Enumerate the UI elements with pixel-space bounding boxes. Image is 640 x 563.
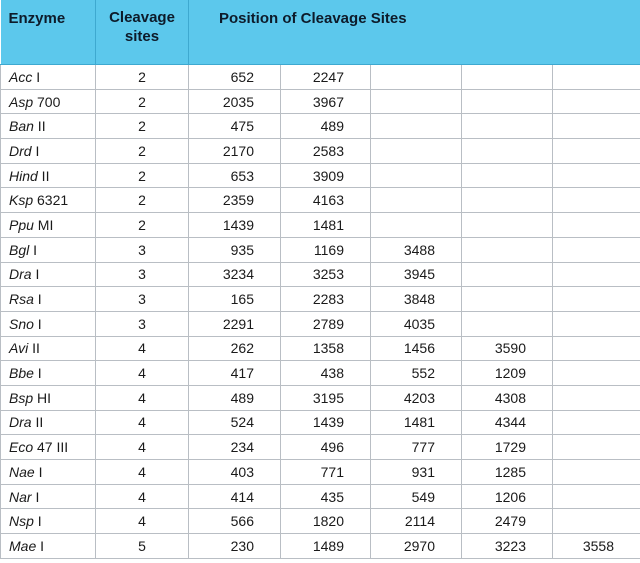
enzyme-cell <box>1 139 96 164</box>
enzyme-cell <box>1 262 96 287</box>
position-cell: 2970 <box>371 534 462 559</box>
position-cell: 1439 <box>189 213 281 238</box>
enzyme-name-italic: Ksp <box>9 192 34 209</box>
position-cell <box>462 287 553 312</box>
enzyme-cell <box>1 509 96 534</box>
position-cell <box>371 163 462 188</box>
table-row <box>1 114 640 139</box>
position-cell: 262 <box>189 336 281 361</box>
enzyme-name-suffix: 6321 <box>33 192 69 209</box>
cleavage-sites-cell: 4 <box>96 385 189 410</box>
position-cell: 1489 <box>281 534 371 559</box>
cleavage-sites-cell: 2 <box>96 114 189 139</box>
table-row <box>1 237 640 262</box>
table-row <box>1 89 640 114</box>
position-cell: 3223 <box>462 534 553 559</box>
position-cell: 2359 <box>189 188 281 213</box>
enzyme-name-italic: Acc <box>9 68 33 85</box>
table-row <box>1 460 640 485</box>
table-row <box>1 385 640 410</box>
position-cell: 652 <box>189 65 281 90</box>
enzyme-cell <box>1 336 96 361</box>
position-cell: 2283 <box>281 287 371 312</box>
position-cell: 475 <box>189 114 281 139</box>
position-cell <box>553 262 640 287</box>
position-cell: 3488 <box>371 237 462 262</box>
position-cell: 3590 <box>462 336 553 361</box>
position-cell: 549 <box>371 484 462 509</box>
cleavage-sites-cell: 4 <box>96 460 189 485</box>
header-cleavage-line2: sites <box>124 28 160 45</box>
position-cell: 1820 <box>281 509 371 534</box>
position-cell <box>553 311 640 336</box>
enzyme-name-suffix: HI <box>33 389 52 406</box>
position-cell: 2789 <box>281 311 371 336</box>
cleavage-sites-cell: 3 <box>96 237 189 262</box>
table-row <box>1 509 640 534</box>
position-cell <box>553 163 640 188</box>
enzyme-name-suffix: II <box>33 118 46 135</box>
enzyme-name-suffix: I <box>32 68 41 85</box>
table-row <box>1 139 640 164</box>
table-row <box>1 262 640 287</box>
position-cell: 2114 <box>371 509 462 534</box>
position-cell: 4308 <box>462 385 553 410</box>
position-cell <box>553 361 640 386</box>
enzyme-name-suffix: I <box>31 488 40 505</box>
position-cell: 417 <box>189 361 281 386</box>
position-cell <box>553 410 640 435</box>
position-cell <box>462 114 553 139</box>
position-cell: 1358 <box>281 336 371 361</box>
position-cell: 1439 <box>281 410 371 435</box>
position-cell: 552 <box>371 361 462 386</box>
enzyme-name-suffix: I <box>31 142 40 159</box>
table-row <box>1 361 640 386</box>
position-cell: 777 <box>371 435 462 460</box>
header-enzyme: Enzyme <box>1 0 96 65</box>
enzyme-cell <box>1 385 96 410</box>
position-cell: 438 <box>281 361 371 386</box>
enzyme-name-suffix: I <box>33 365 42 382</box>
enzyme-cell <box>1 89 96 114</box>
position-cell: 1206 <box>462 484 553 509</box>
enzyme-cell <box>1 534 96 559</box>
enzyme-name-suffix: II <box>28 340 40 357</box>
position-cell <box>553 385 640 410</box>
position-cell: 234 <box>189 435 281 460</box>
position-cell: 1481 <box>281 213 371 238</box>
position-cell: 1481 <box>371 410 462 435</box>
position-cell <box>553 213 640 238</box>
position-cell: 935 <box>189 237 281 262</box>
enzyme-cell <box>1 361 96 386</box>
enzyme-name-italic: Dra <box>9 414 32 431</box>
header-cleavage-line1: Cleavage <box>109 9 175 26</box>
cleavage-sites-cell: 4 <box>96 336 189 361</box>
enzyme-name-italic: Nsp <box>9 513 34 530</box>
position-cell: 489 <box>281 114 371 139</box>
position-cell <box>371 213 462 238</box>
enzyme-name-suffix: I <box>29 241 38 258</box>
enzyme-name-suffix: MI <box>33 216 54 233</box>
enzyme-name-italic: Mae <box>9 537 37 554</box>
position-cell: 4163 <box>281 188 371 213</box>
position-cell <box>462 163 553 188</box>
position-cell <box>371 89 462 114</box>
enzyme-name-italic: Ppu <box>9 216 34 233</box>
enzyme-name-italic: Avi <box>9 340 29 357</box>
enzyme-name-suffix: I <box>34 463 43 480</box>
position-cell <box>371 188 462 213</box>
position-cell: 2583 <box>281 139 371 164</box>
table-row <box>1 163 640 188</box>
enzyme-cell <box>1 311 96 336</box>
position-cell: 496 <box>281 435 371 460</box>
enzyme-name-italic: Bgl <box>9 241 30 258</box>
cleavage-sites-cell: 3 <box>96 287 189 312</box>
position-cell <box>553 509 640 534</box>
position-cell: 4203 <box>371 385 462 410</box>
table-header <box>1 0 640 65</box>
enzyme-cell <box>1 114 96 139</box>
table-body <box>1 65 640 559</box>
position-cell: 771 <box>281 460 371 485</box>
enzyme-name-italic: Dra <box>9 266 32 283</box>
header-cleavage-sites <box>96 0 189 65</box>
position-cell: 4344 <box>462 410 553 435</box>
enzyme-cell <box>1 237 96 262</box>
enzyme-name-italic: Drd <box>9 142 32 159</box>
position-cell: 1456 <box>371 336 462 361</box>
cleavage-sites-cell: 2 <box>96 188 189 213</box>
position-cell: 435 <box>281 484 371 509</box>
table-row <box>1 534 640 559</box>
position-cell <box>553 336 640 361</box>
position-cell: 931 <box>371 460 462 485</box>
enzyme-name-suffix: 47 III <box>33 439 69 456</box>
cleavage-sites-cell: 2 <box>96 213 189 238</box>
enzyme-name-italic: Nar <box>9 488 32 505</box>
position-cell: 566 <box>189 509 281 534</box>
enzyme-name-italic: Sno <box>9 315 34 332</box>
cleavage-sites-cell: 2 <box>96 65 189 90</box>
position-cell <box>553 237 640 262</box>
cleavage-sites-cell: 4 <box>96 361 189 386</box>
enzyme-name-suffix: I <box>36 537 45 554</box>
position-cell: 2291 <box>189 311 281 336</box>
position-cell: 1169 <box>281 237 371 262</box>
enzyme-name-suffix: I <box>31 266 40 283</box>
position-cell: 653 <box>189 163 281 188</box>
table-row <box>1 410 640 435</box>
position-cell <box>462 237 553 262</box>
position-cell: 414 <box>189 484 281 509</box>
position-cell <box>371 139 462 164</box>
position-cell: 2247 <box>281 65 371 90</box>
position-cell <box>553 139 640 164</box>
position-cell <box>462 213 553 238</box>
position-cell <box>371 114 462 139</box>
enzyme-name-italic: Bbe <box>9 365 34 382</box>
table-row <box>1 484 640 509</box>
enzyme-cell <box>1 410 96 435</box>
position-cell: 1729 <box>462 435 553 460</box>
cleavage-sites-cell: 4 <box>96 509 189 534</box>
cleavage-sites-cell: 2 <box>96 139 189 164</box>
position-cell: 524 <box>189 410 281 435</box>
enzyme-name-italic: Ban <box>9 118 34 135</box>
enzyme-cell <box>1 65 96 90</box>
enzyme-cell <box>1 163 96 188</box>
position-cell: 3234 <box>189 262 281 287</box>
header-positions: Position of Cleavage Sites <box>189 0 640 65</box>
position-cell: 1209 <box>462 361 553 386</box>
table-row <box>1 188 640 213</box>
position-cell <box>553 460 640 485</box>
position-cell <box>553 114 640 139</box>
position-cell: 1285 <box>462 460 553 485</box>
enzyme-cell <box>1 460 96 485</box>
enzyme-cell <box>1 287 96 312</box>
table-row <box>1 213 640 238</box>
cleavage-sites-cell: 3 <box>96 311 189 336</box>
table-row <box>1 311 640 336</box>
position-cell <box>462 188 553 213</box>
enzyme-name-suffix: II <box>31 414 44 431</box>
position-cell <box>553 65 640 90</box>
table-row <box>1 336 640 361</box>
position-cell: 3195 <box>281 385 371 410</box>
position-cell: 2479 <box>462 509 553 534</box>
position-cell: 4035 <box>371 311 462 336</box>
table-row <box>1 435 640 460</box>
position-cell: 3909 <box>281 163 371 188</box>
cleavage-sites-cell: 2 <box>96 163 189 188</box>
enzyme-name-italic: Eco <box>9 439 34 456</box>
enzyme-cell <box>1 435 96 460</box>
enzyme-name-italic: Rsa <box>9 291 34 308</box>
cleavage-sites-cell: 5 <box>96 534 189 559</box>
position-cell: 403 <box>189 460 281 485</box>
position-cell: 3558 <box>553 534 640 559</box>
position-cell <box>553 484 640 509</box>
position-cell <box>553 188 640 213</box>
position-cell <box>553 287 640 312</box>
cleavage-sites-cell: 3 <box>96 262 189 287</box>
enzyme-name-suffix: I <box>33 291 42 308</box>
position-cell: 2035 <box>189 89 281 114</box>
enzyme-name-suffix: I <box>33 315 42 332</box>
enzyme-name-italic: Hind <box>9 167 38 184</box>
position-cell <box>462 65 553 90</box>
position-cell: 3967 <box>281 89 371 114</box>
cleavage-sites-cell: 4 <box>96 484 189 509</box>
position-cell: 2170 <box>189 139 281 164</box>
position-cell <box>462 262 553 287</box>
cleavage-sites-cell: 2 <box>96 89 189 114</box>
position-cell <box>462 89 553 114</box>
enzyme-cell <box>1 213 96 238</box>
position-cell: 3848 <box>371 287 462 312</box>
enzyme-name-suffix: II <box>37 167 50 184</box>
position-cell <box>462 139 553 164</box>
enzyme-name-italic: Nae <box>9 463 35 480</box>
position-cell: 3945 <box>371 262 462 287</box>
enzyme-name-italic: Bsp <box>9 389 34 406</box>
enzyme-name-suffix: I <box>33 513 42 530</box>
position-cell: 165 <box>189 287 281 312</box>
position-cell <box>371 65 462 90</box>
cleavage-sites-cell: 4 <box>96 410 189 435</box>
cleavage-sites-cell: 4 <box>96 435 189 460</box>
position-cell <box>553 89 640 114</box>
enzyme-cell <box>1 188 96 213</box>
enzyme-cell <box>1 484 96 509</box>
position-cell <box>462 311 553 336</box>
header-row <box>1 0 640 65</box>
position-cell: 489 <box>189 385 281 410</box>
table-row <box>1 65 640 90</box>
enzyme-name-italic: Asp <box>9 93 34 110</box>
position-cell: 3253 <box>281 262 371 287</box>
table-row <box>1 287 640 312</box>
enzyme-name-suffix: 700 <box>33 93 61 110</box>
position-cell: 230 <box>189 534 281 559</box>
position-cell <box>553 435 640 460</box>
